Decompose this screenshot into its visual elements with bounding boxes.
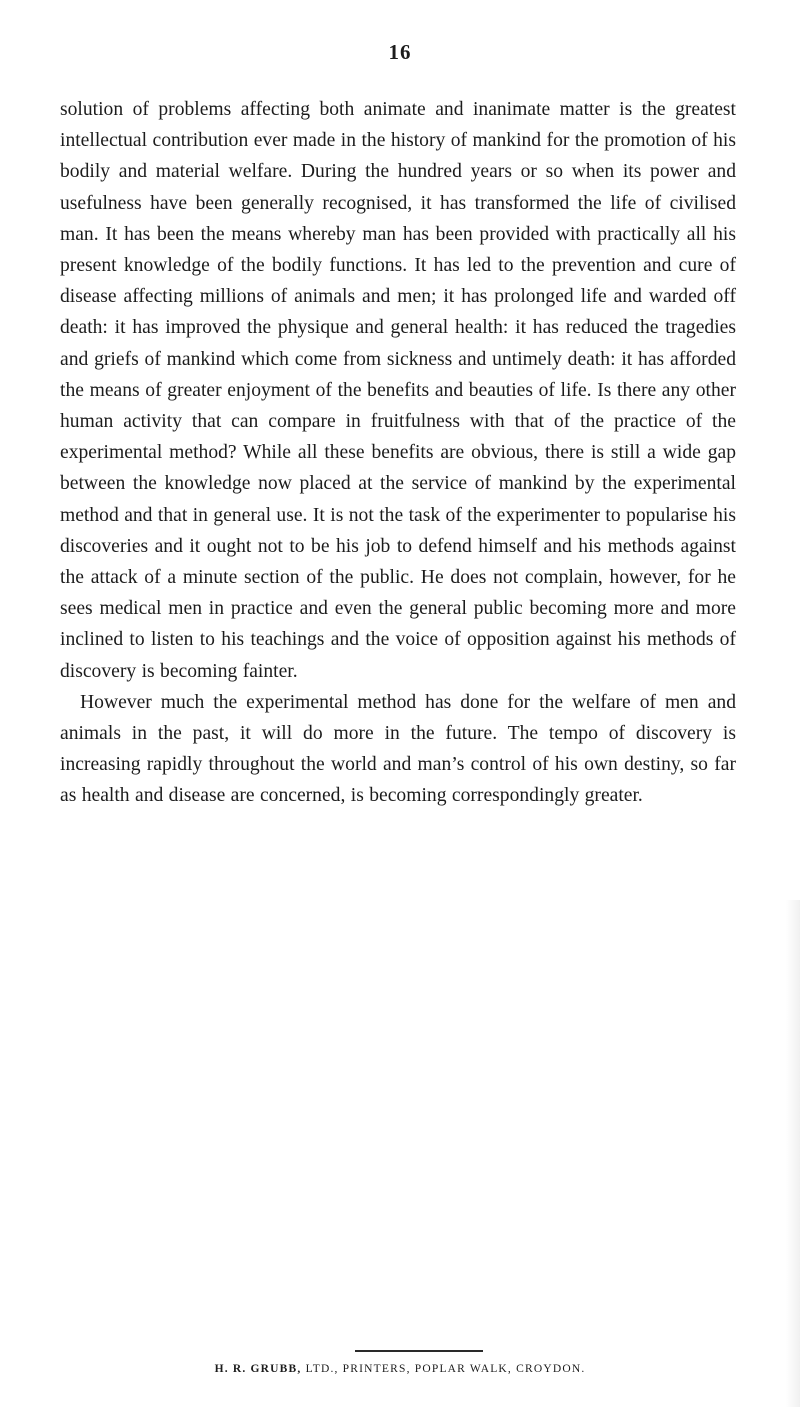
printer-name: H. R. GRUBB, <box>214 1363 302 1375</box>
paragraph-2: However much the experimental method has done for the welfare of men and animals in the past, it will do more in the future. The tempo of discovery is increasing rapidly throughout the world and man’s control of his own destiny, so far as health and disease are concerned, is becoming correspondingly greater. <box>60 691 736 807</box>
page-edge-shadow <box>786 900 800 1407</box>
body-text <box>60 94 736 812</box>
printer-imprint <box>0 1363 800 1375</box>
printer-details: LTD., PRINTERS, POPLAR WALK, CROYDON. <box>305 1363 586 1375</box>
paragraph-1: solution of problems affecting both animate and inanimate matter is the greatest intellectual contribution ever made in the history of mankind for the promotion of his bodily and material welfare. During the hundred years or so when its power and usefulness have been generally recognised, it has transformed the life of civilised man. It has been the means whereby man has been provided with practically all his present knowledge of the bodily functions. It has led to the prevention and cure of disease affecting millions of animals and men; it has prolonged life and warded off death: it has improved the physique and general health: it has reduced the tragedies and griefs of mankind which come from sickness and untimely death: it has afforded the means of greater enjoyment of the benefits and beauties of life. Is there any other human activity that can compare in fruitfulness with that of the practice of the experimental method? While all these benefits are obvious, there is still a wide gap between the knowledge now placed at the service of mankind by the experimental method and that in general use. It is not the task of the experimenter to popularise his discoveries and it ought not to be his job to defend himself and his methods against the attack of a minute section of the public. He does not complain, however, for he sees medical men in practice and even the general public becoming more and more inclined to listen to his teachings and the voice of opposition against his methods of discovery is becoming fainter. <box>60 99 736 682</box>
imprint-divider <box>355 1350 483 1352</box>
page-number: 16 <box>388 40 412 64</box>
